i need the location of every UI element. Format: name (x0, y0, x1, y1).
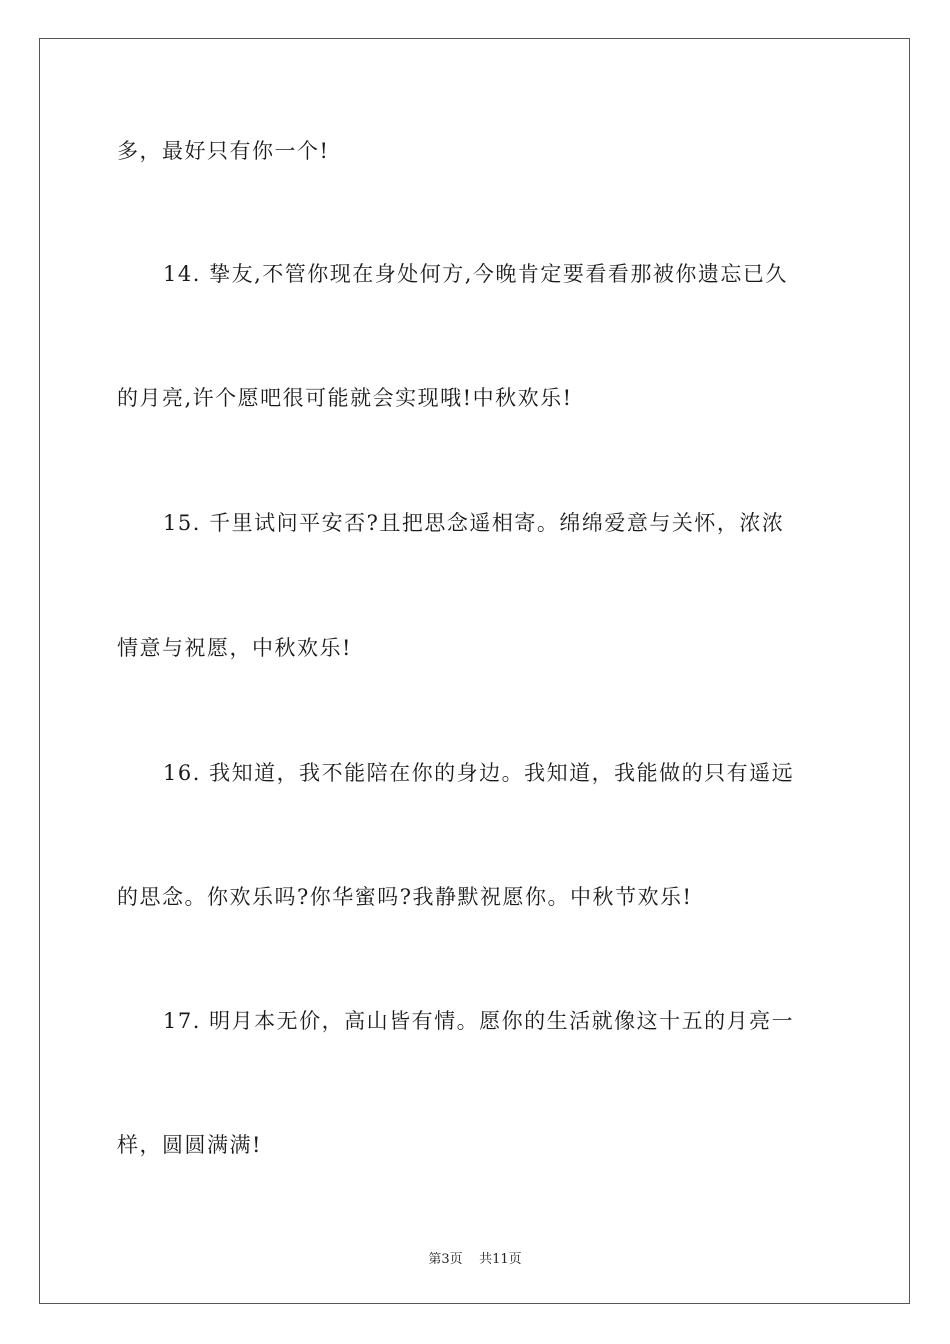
paragraph-line: 情意与祝愿，中秋欢乐! (117, 636, 352, 660)
page-border (39, 38, 910, 1304)
paragraph-line: 的月亮,许个愿吧很可能就会实现哦!中秋欢乐! (117, 386, 573, 410)
paragraph-line: 样，圆圆满满! (117, 1133, 262, 1157)
paragraph-line: 17. 明月本无价，高山皆有情。愿你的生活就像这十五的月亮一 (163, 1009, 795, 1033)
paragraph-line: 16. 我知道，我不能陪在你的身边。我知道，我能做的只有遥远 (163, 761, 795, 785)
paragraph-line: 多，最好只有你一个! (117, 139, 330, 163)
paragraph-line: 14. 挚友,不管你现在身处何方,今晚肯定要看看那被你遗忘已久 (163, 262, 788, 286)
page-total: 共11页 (479, 1252, 522, 1267)
paragraph-line: 的思念。你欢乐吗?你华蜜吗?我静默祝愿你。中秋节欢乐! (117, 885, 693, 909)
paragraph-line: 15. 千里试问平安否?且把思念遥相寄。绵绵爱意与关怀，浓浓 (163, 511, 785, 535)
page-footer (0, 1248, 950, 1267)
page-number: 第3页 (428, 1252, 463, 1267)
